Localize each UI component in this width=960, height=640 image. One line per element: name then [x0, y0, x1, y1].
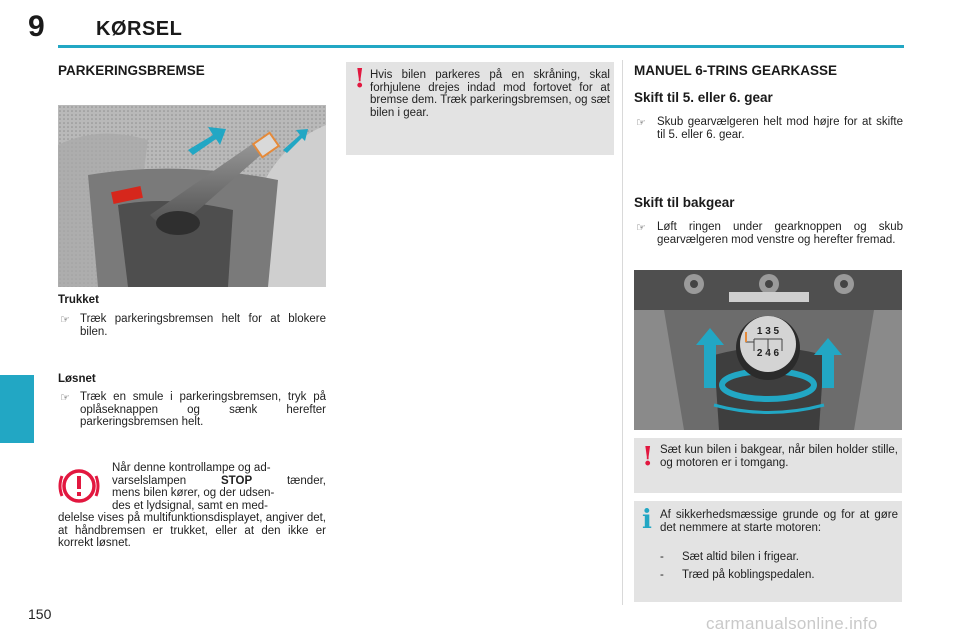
- list-item-text: Træd på koblingspedalen.: [682, 569, 815, 581]
- page-number: 150: [28, 606, 52, 622]
- list-dash: -: [660, 551, 664, 563]
- slope-parking-text: Hvis bilen parkeres på en skråning, skal forhjulene drejes indad mod fortovet for at bremse dem. Træk parkeringsbremsen, og sæt bilen i gear.: [370, 69, 610, 119]
- watermark: carmanualsonline.info: [706, 614, 878, 633]
- safety-info-note: [634, 501, 902, 602]
- brake-warning-icon: [57, 464, 101, 508]
- released-text: Træk en smule i parkeringsbremsen, tryk på oplåseknappen og sænk herefter parkeringsbremsen helt.: [80, 391, 326, 428]
- warning-lamp-text-4: mens bilen kører, og der udsen-: [112, 487, 275, 499]
- gearshift-illustration: [634, 270, 902, 430]
- warning-lamp-text-2: varselslampen: [112, 474, 187, 487]
- subheading-reverse: Skift til bakgear: [634, 195, 735, 210]
- warning-lamp-text-1: Når denne kontrollampe og ad-: [112, 462, 271, 474]
- pointer-icon: ☞: [636, 117, 646, 129]
- subheading-5th-6th-gear: Skift til 5. eller 6. gear: [634, 90, 773, 105]
- pulled-text: Træk parkeringsbremsen helt for at blokere bilen.: [80, 313, 326, 338]
- list-item-text: Sæt altid bilen i frigear.: [682, 551, 799, 563]
- safety-info-text: Af sikkerhedsmæssige grunde og for at gøre det nemmere at starte motoren:: [660, 509, 898, 534]
- pulled-heading: Trukket: [58, 294, 99, 306]
- reverse-warning-text: Sæt kun bilen i bakgear, når bilen holder stille, og motoren er i tomgang.: [660, 444, 898, 469]
- stop-label: STOP: [221, 474, 253, 487]
- chapter-title: KØRSEL: [96, 18, 183, 40]
- warning-lamp-text-3: tænder,: [286, 474, 326, 487]
- warning-lamp-text-6: delelse vises på multifunktionsdisplayet, angiver det, at håndbremsen er trukket, eller at den ikke er korrekt løsnet.: [58, 512, 326, 549]
- pointer-icon: ☞: [636, 222, 646, 234]
- gear-5-6-text: Skub gearvælgeren helt mod højre for at skifte til 5. eller 6. gear.: [657, 116, 903, 141]
- slope-parking-note: [346, 62, 614, 155]
- released-heading: Løsnet: [58, 373, 96, 385]
- section-title-gearbox: MANUEL 6-TRINS GEARKASSE: [634, 63, 838, 78]
- pointer-icon: ☞: [60, 392, 70, 404]
- warning-lamp-text-5: des et lydsignal, samt en med-: [112, 499, 268, 512]
- section-title-parking-brake: PARKERINGSBREMSE: [58, 63, 205, 78]
- info-icon: i: [642, 505, 652, 535]
- warning-lamp-line-2: [112, 475, 326, 488]
- header-rule: [58, 45, 904, 48]
- chapter-side-tab: [0, 375, 34, 443]
- column-divider: [622, 60, 623, 605]
- reverse-warning-note: [634, 438, 902, 493]
- reverse-text: Løft ringen under gearknoppen og skub gearvælgeren mod venstre og herefter fremad.: [657, 221, 903, 246]
- list-item: [660, 551, 898, 564]
- list-dash: -: [660, 569, 664, 581]
- warning-exclamation-icon: !: [642, 442, 654, 472]
- chapter-number: 9: [28, 10, 45, 43]
- pointer-icon: ☞: [60, 314, 70, 326]
- parking-brake-illustration: [58, 105, 326, 287]
- gear-pattern-bottom: 2 4 6: [756, 348, 780, 359]
- list-item: [660, 569, 898, 582]
- gear-pattern-top: 1 3 5: [756, 326, 780, 337]
- warning-exclamation-icon: !: [354, 64, 366, 94]
